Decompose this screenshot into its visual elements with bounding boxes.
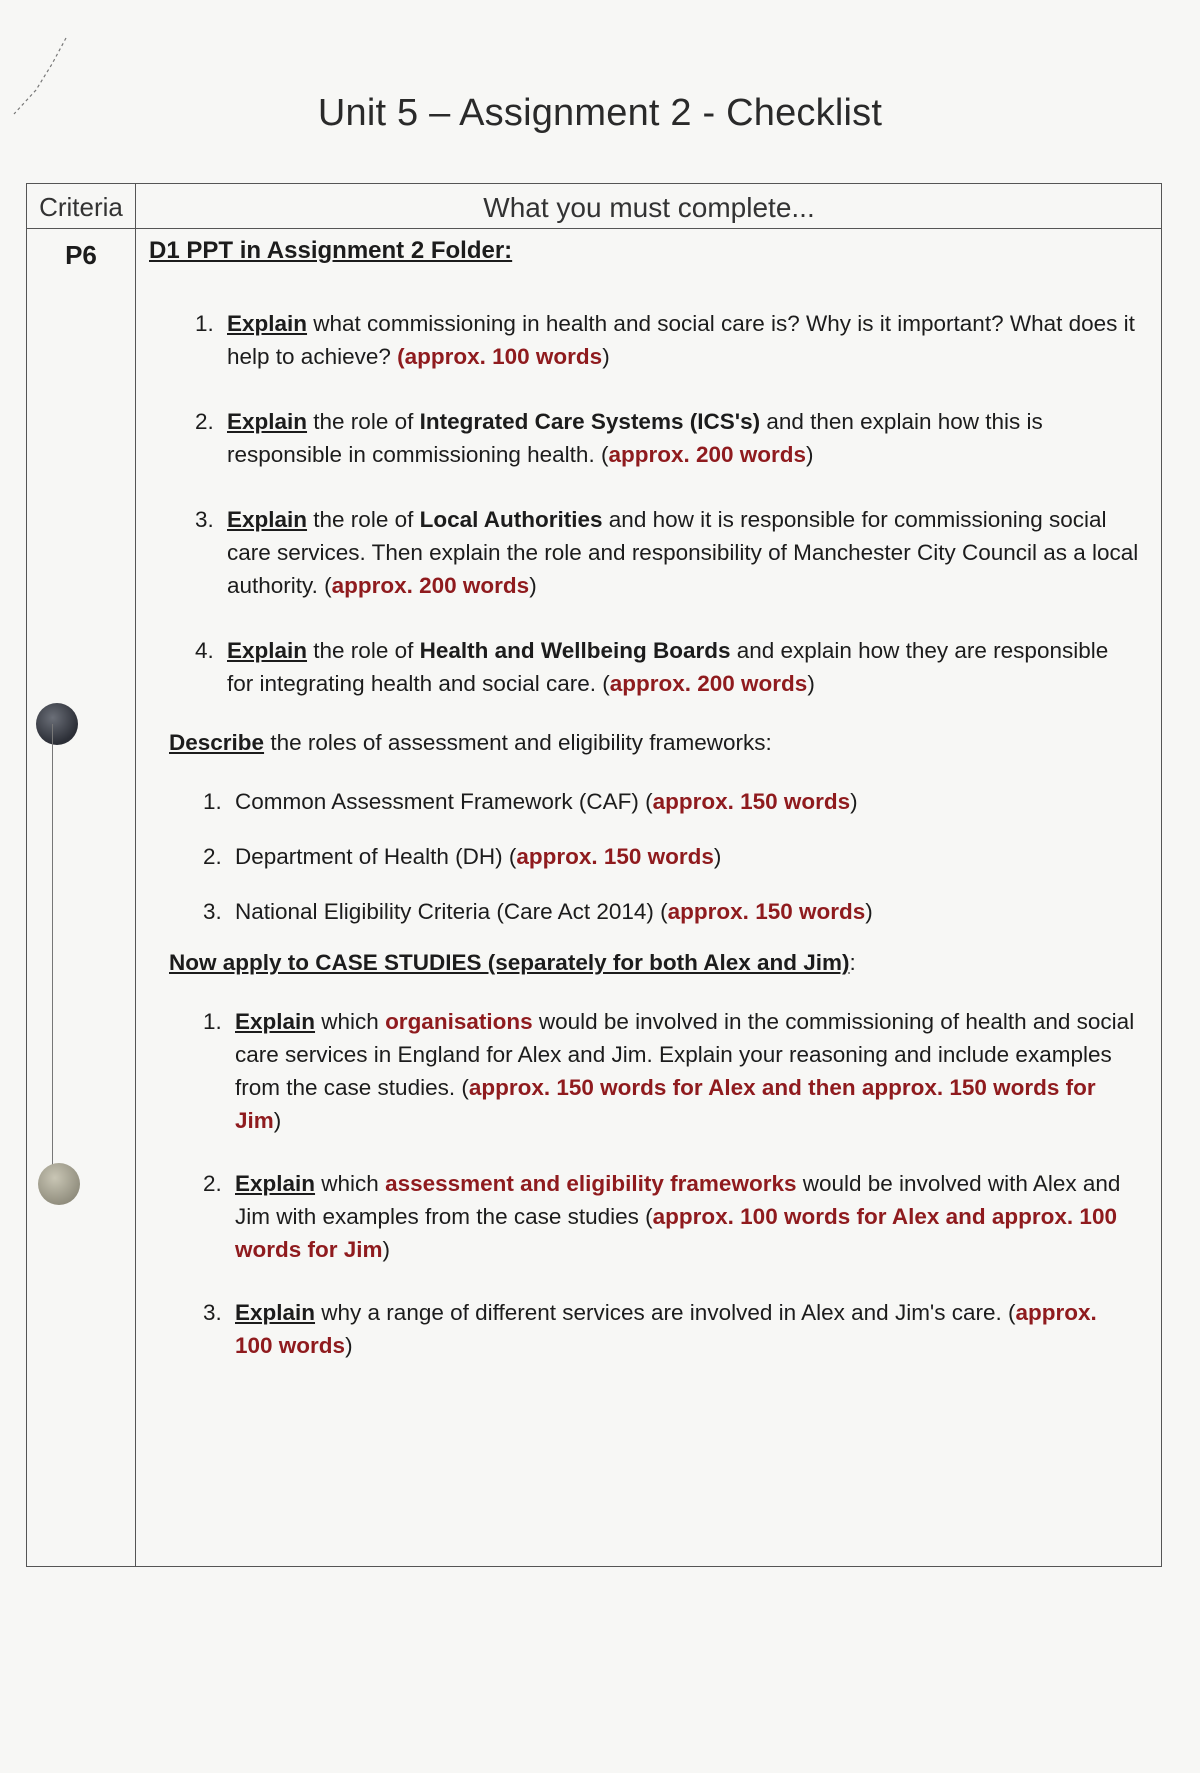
case-studies-heading-colon: : <box>849 950 856 975</box>
item-text: National Eligibility Criteria (Care Act 2014) ( <box>235 899 668 924</box>
section-heading-d1-ppt: D1 PPT in Assignment 2 Folder: <box>149 237 513 264</box>
case-study-task-item-2 <box>177 1167 1139 1266</box>
instruction-keyword: Explain <box>227 409 308 434</box>
list-number: 3. <box>195 507 214 532</box>
case-studies-heading: Now apply to CASE STUDIES (separately for both Alex and Jim) <box>169 950 850 975</box>
section2-framework-list <box>149 785 1139 928</box>
header-criteria: Criteria <box>39 192 123 222</box>
item-text: ) <box>713 844 722 869</box>
instruction-keyword: Explain <box>235 1009 316 1034</box>
section1-task-list <box>149 307 1139 700</box>
item-text: which <box>315 1171 386 1196</box>
item-text: ) <box>382 1237 391 1262</box>
column-divider <box>135 184 136 1566</box>
punch-hole-top <box>36 703 78 745</box>
list-number: 2. <box>195 409 214 434</box>
item-text: ) <box>529 573 537 598</box>
item-text: Department of Health (DH) ( <box>235 844 517 869</box>
item-text: ) <box>602 344 610 369</box>
task-content <box>149 234 1139 1362</box>
section-heading-case-studies <box>169 946 1139 979</box>
word-count-note: approx. 150 words <box>667 899 866 924</box>
d1-task-item-1 <box>169 307 1139 373</box>
item-text: the role of <box>307 409 420 434</box>
item-text: Common Assessment Framework (CAF) ( <box>235 789 653 814</box>
item-text: Local Authorities <box>419 507 603 532</box>
punch-hole-guide-line <box>52 724 53 1184</box>
word-count-note: approx. 100 words <box>235 1300 1097 1358</box>
word-count-note: approx. 200 words <box>609 671 808 696</box>
criteria-code: P6 <box>65 240 97 270</box>
item-text: ) <box>273 1108 282 1133</box>
instruction-keyword: Explain <box>235 1300 316 1325</box>
list-number: 4. <box>195 638 214 663</box>
word-count-note: approx. 200 words <box>331 573 530 598</box>
checklist-table <box>26 183 1162 1567</box>
instruction-keyword: Explain <box>235 1171 316 1196</box>
instruction-keyword: Explain <box>227 311 308 336</box>
item-text: Health and Wellbeing Boards <box>419 638 731 663</box>
item-text: the role of <box>307 507 420 532</box>
word-count-note: approx. 100 words for Alex and approx. 100 words for Jim <box>235 1204 1117 1262</box>
list-number: 3. <box>203 1300 222 1325</box>
item-text: and explain how they are responsible for integrating health and social care. ( <box>227 638 1109 696</box>
word-count-note: approx. 200 words <box>608 442 807 467</box>
framework-item-2 <box>177 840 1139 873</box>
item-text: would be involved in the commissioning of health and social care services in England for Alex and Jim. Explain your reasoning and include examples from the case studies. ( <box>235 1009 1135 1100</box>
header-what-you-must-complete: What you must complete... <box>483 192 815 223</box>
item-text: would be involved with Alex and Jim with examples from the case studies ( <box>235 1171 1121 1229</box>
item-text: and how it is responsible for commissioning social care services. Then explain the role and responsibility of Manchester City Council as a local authority. ( <box>227 507 1139 598</box>
item-text: what commissioning in health and social care is? Why is it important? What does it help to achieve? <box>227 311 1135 369</box>
list-number: 2. <box>203 844 222 869</box>
item-text: ) <box>345 1333 353 1358</box>
section3-case-study-list <box>149 1005 1139 1362</box>
item-text: ) <box>850 789 858 814</box>
list-number: 2. <box>203 1171 222 1196</box>
list-number: 3. <box>203 899 222 924</box>
instruction-keyword: Explain <box>227 507 308 532</box>
list-number: 1. <box>195 311 214 336</box>
word-count-note: approx. 150 words <box>516 844 714 869</box>
item-text: Integrated Care Systems (ICS's) <box>419 409 761 434</box>
item-text: the role of <box>307 638 420 663</box>
list-number: 1. <box>203 1009 222 1034</box>
word-count-note: approx. 150 words for Alex and then approx. 150 words for Jim <box>235 1075 1096 1133</box>
instruction-keyword: Explain <box>227 638 308 663</box>
item-text: ) <box>865 899 873 924</box>
word-count-note: assessment and eligibility frameworks <box>385 1171 797 1196</box>
section-heading-describe <box>169 726 1139 759</box>
describe-keyword: Describe <box>169 730 265 755</box>
describe-heading-text: the roles of assessment and eligibility frameworks: <box>264 730 772 755</box>
framework-item-1 <box>177 785 1139 818</box>
word-count-note: (approx. 100 words <box>397 344 603 369</box>
framework-item-3 <box>177 895 1139 928</box>
item-text: ) <box>806 442 814 467</box>
item-text: why a range of different services are involved in Alex and Jim's care. ( <box>315 1300 1016 1325</box>
item-text: ) <box>807 671 815 696</box>
table-header-row <box>27 184 1161 229</box>
item-text: which <box>315 1009 386 1034</box>
punch-hole-bottom <box>38 1163 80 1205</box>
word-count-note: approx. 150 words <box>652 789 851 814</box>
d1-task-item-3 <box>169 503 1139 602</box>
d1-task-item-4 <box>169 634 1139 700</box>
case-study-task-item-3 <box>177 1296 1139 1362</box>
page-title: Unit 5 – Assignment 2 - Checklist <box>317 92 883 134</box>
list-number: 1. <box>203 789 222 814</box>
word-count-note: organisations <box>385 1009 533 1034</box>
case-study-task-item-1 <box>177 1005 1139 1137</box>
item-text: and then explain how this is responsible in commissioning health. ( <box>227 409 1043 467</box>
d1-task-item-2 <box>169 405 1139 471</box>
